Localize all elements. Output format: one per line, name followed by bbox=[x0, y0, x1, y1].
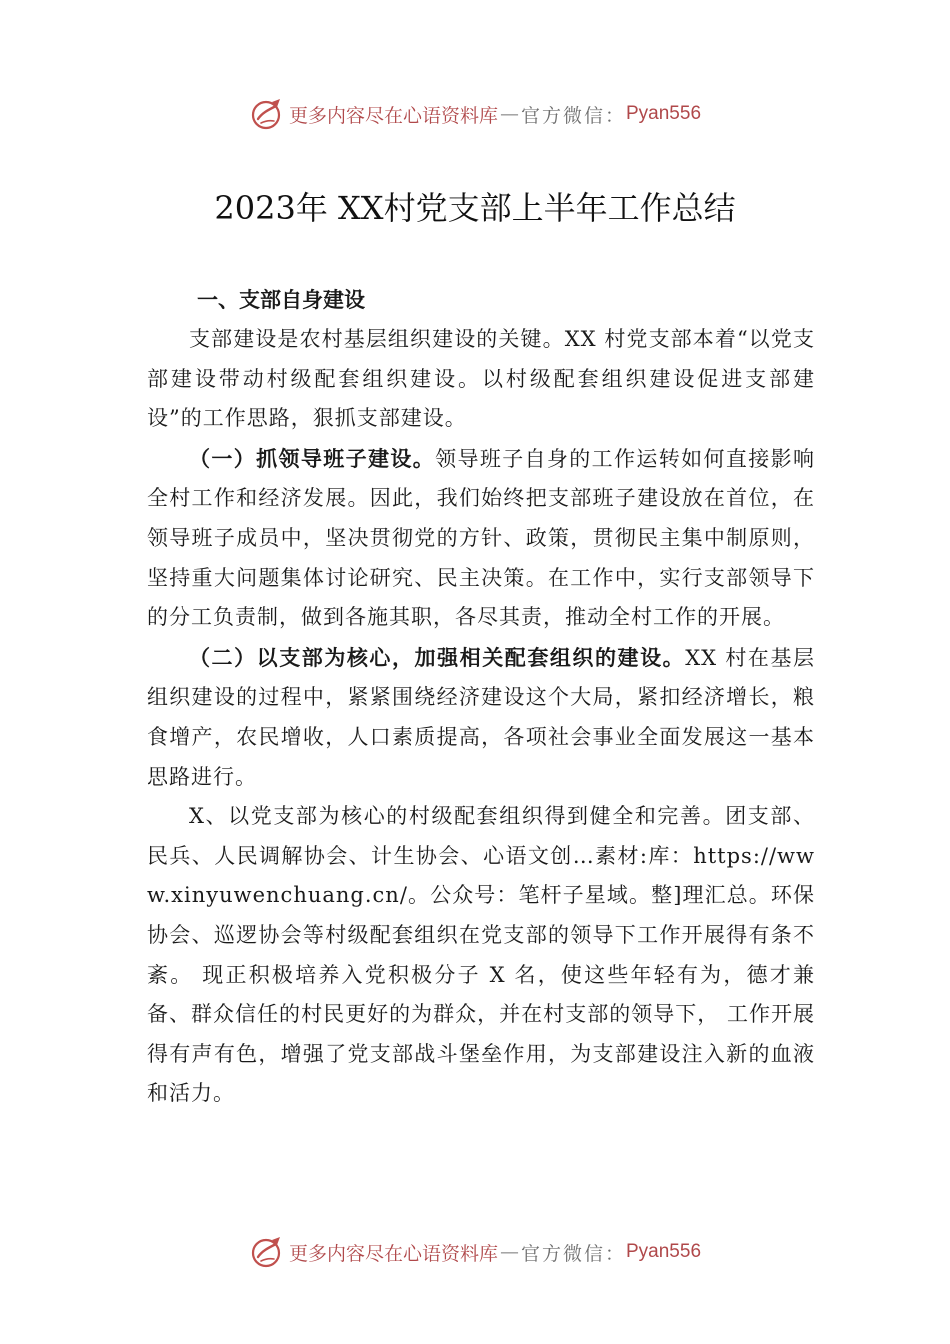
watermark-banner-top bbox=[0, 94, 950, 134]
pen-logo-icon bbox=[249, 96, 285, 132]
watermark-site-text: 更多内容尽在心语资料库 bbox=[288, 104, 498, 127]
document-body bbox=[147, 280, 815, 1114]
watermark-banner-bottom bbox=[0, 1232, 950, 1272]
watermark-wechat-id: Pyan556 bbox=[626, 103, 702, 124]
watermark-separator: — bbox=[499, 1241, 519, 1263]
paragraph-2-body: 领导班子自身的工作运转如何直接影响全村工作和经济发展。因此，我们始终把支部班子建设放在首位，在领导班子成员中，坚决贯彻党的方针、政策，贯彻民主集中制原则，坚持重大问题集体讨论研究、民主决策。在工作中，实行支部领导下的分工负责制，做到各施其职，各尽其责，推动全村工作的开展。 bbox=[147, 446, 816, 630]
section-heading: 一、支部自身建设 bbox=[197, 288, 365, 312]
watermark-wechat-id: Pyan556 bbox=[626, 1241, 702, 1262]
paragraph-3 bbox=[147, 638, 815, 797]
watermark-wechat-label: 官方微信： bbox=[520, 104, 626, 127]
paragraph-2-lead: （一）抓领导班子建设。 bbox=[189, 445, 436, 471]
paragraph-2 bbox=[147, 439, 815, 638]
watermark-separator: — bbox=[499, 103, 519, 125]
paragraph-3-lead: （二）以支部为核心，加强相关配套组织的建设。 bbox=[189, 644, 686, 670]
pen-logo-icon bbox=[249, 1234, 285, 1270]
document-title: 2023年 XX村党支部上半年工作总结 bbox=[214, 189, 736, 227]
paragraph-4: X、以党支部为核心的村级配套组织得到健全和完善。团支部、民兵、人民调解协会、计生协会、心语文创…素材:库：https://www.xinyuwenchuang.cn/。公众号：笔杆子星域。整]理汇总。环保协会、巡逻协会等村级配套组织在党支部的领导下工作开展得有条不紊。 现正积极培养入党积极分子 X 名，使这些年轻有为，德才兼备、群众信任的村民更好的为群众，并在村支部的领导下， 工作开展得有声有色，增强了党支部战斗堡垒作用，为支部建设注入新的血液和活力。 bbox=[147, 804, 815, 1106]
paragraph-3-body: XX 村在基层组织建设的过程中，紧紧围绕经济建设这个大局，紧扣经济增长，粮食增产，农民增收，人口素质提高，各项社会事业全面发展这一基本思路进行。 bbox=[147, 645, 815, 789]
paragraph-1: 支部建设是农村基层组织建设的关键。XX 村党支部本着“以党支部建设带动村级配套组织建设。以村级配套组织建设促进支部建设”的工作思路，狠抓支部建设。 bbox=[147, 327, 815, 431]
watermark-wechat-label: 官方微信： bbox=[520, 1242, 626, 1265]
watermark-site-text: 更多内容尽在心语资料库 bbox=[288, 1242, 498, 1265]
